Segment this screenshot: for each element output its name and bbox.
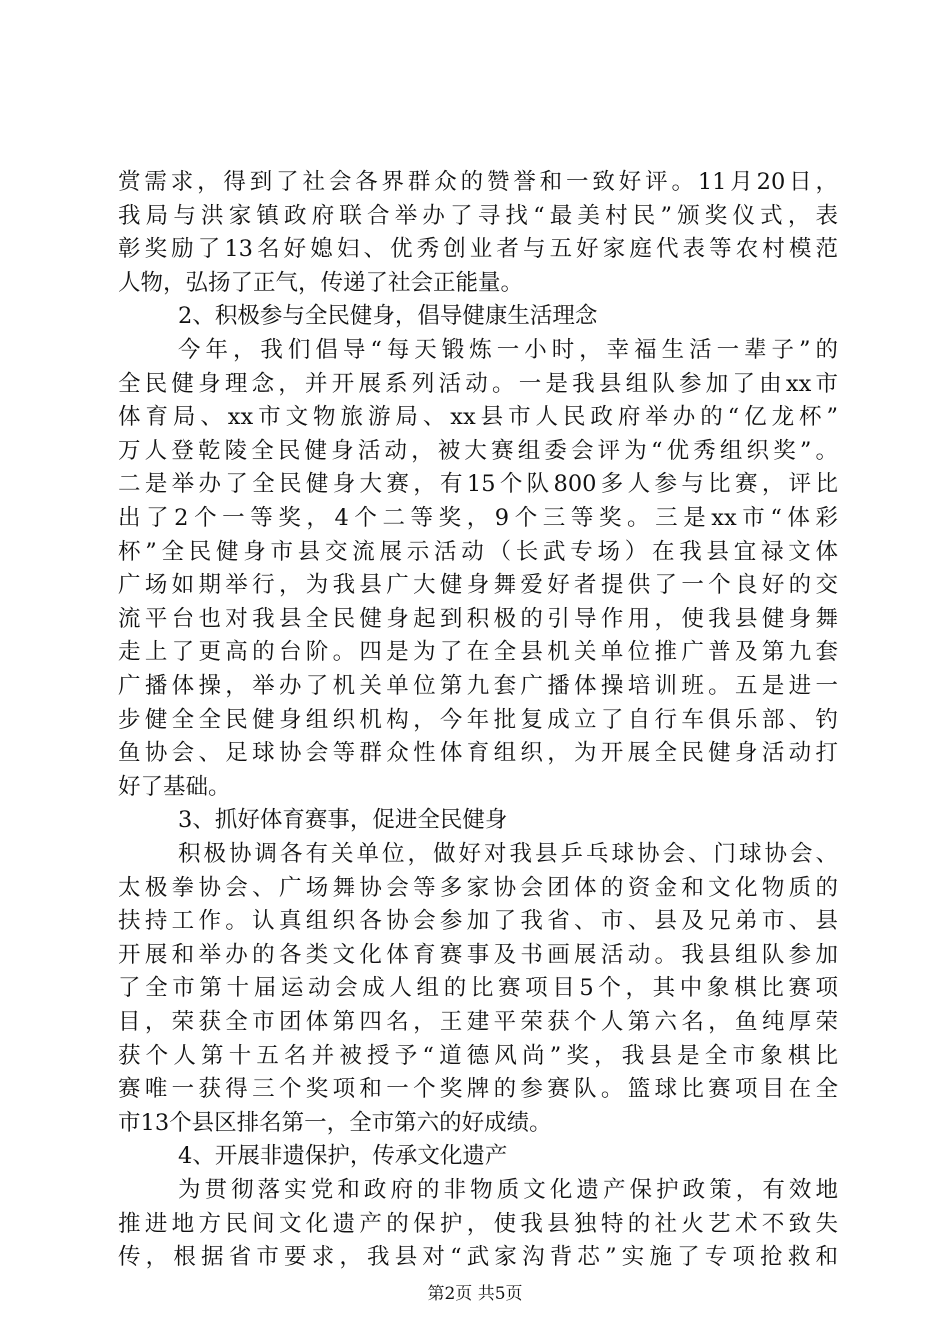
text-line: 开展和举办的各类文化体育赛事及书画展活动。我县组队参加 — [118, 941, 838, 968]
text-line: 赏需求，得到了社会各界群众的赞誉和一致好评。11月20日， — [118, 169, 838, 195]
text-line: 为贯彻落实党和政府的非物质文化遗产保护政策，有效地 — [178, 1177, 838, 1203]
text-line: 人物，弘扬了正气，传递了社会正能量。 — [118, 269, 524, 296]
text-line: 推进地方民间文化遗产的保护，使我县独特的社火艺术不致失 — [118, 1210, 838, 1237]
text-line: 彰奖励了13名好媳妇、优秀创业者与五好家庭代表等农村模范 — [118, 236, 838, 263]
text-line: 鱼协会、足球协会等群众性体育组织，为开展全民健身活动打 — [118, 740, 838, 767]
text-line: 我局与洪家镇政府联合举办了寻找“最美村民”颁奖仪式，表 — [118, 202, 838, 229]
text-line: 体育局、xx市文物旅游局、xx县市人民政府举办的“亿龙杯” — [118, 404, 838, 431]
text-line: 全民健身理念，并开展系列活动。一是我县组队参加了由xx市 — [118, 370, 838, 397]
text-line: 获个人第十五名并被授予“道德风尚”奖，我县是全市象棋比 — [118, 1042, 838, 1069]
text-line: 步健全全民健身组织机构，今年批复成立了自行车俱乐部、钓 — [118, 706, 838, 733]
text-line: 今年，我们倡导“每天锻炼一小时，幸福生活一辈子”的 — [178, 337, 838, 363]
text-line: 赛唯一获得三个奖项和一个奖牌的参赛队。篮球比赛项目在全 — [118, 1076, 838, 1103]
text-line: 流平台也对我县全民健身起到积极的引导作用，使我县健身舞 — [118, 605, 838, 632]
text-line: 出了2个一等奖，4个二等奖，9个三等奖。三是xx市“体彩 — [118, 505, 838, 531]
text-line: 好了基础。 — [118, 773, 231, 800]
page-number: 第2页 共5页 — [427, 1284, 523, 1304]
text-line: 走上了更高的台阶。四是为了在全县机关单位推广普及第九套 — [118, 639, 838, 666]
text-line: 市13个县区排名第一，全市第六的好成绩。 — [118, 1109, 552, 1136]
text-line: 目，荣获全市团体第四名，王建平荣获个人第六名，鱼纯厚荣 — [118, 1009, 838, 1035]
section-heading: 4、开展非遗保护，传承文化遗产 — [178, 1143, 508, 1170]
text-line: 广播体操，举办了机关单位第九套广播体操培训班。五是进一 — [118, 673, 838, 699]
text-line: 积极协调各有关单位，做好对我县乒乓球协会、门球协会、 — [178, 841, 838, 867]
text-line: 杯”全民健身市县交流展示活动（长武专场）在我县宜禄文体 — [118, 538, 838, 565]
text-line: 太极拳协会、广场舞协会等多家协会团体的资金和文化物质的 — [118, 874, 838, 901]
text-line: 二是举办了全民健身大赛，有15个队800多人参与比赛，评比 — [118, 471, 838, 498]
section-heading: 2、积极参与全民健身，倡导健康生活理念 — [178, 303, 598, 330]
text-line: 万人登乾陵全民健身活动，被大赛组委会评为“优秀组织奖”。 — [118, 437, 838, 464]
text-line: 传，根据省市要求，我县对“武家沟背芯”实施了专项抢救和 — [118, 1244, 838, 1271]
text-line: 扶持工作。认真组织各协会参加了我省、市、县及兄弟市、县 — [118, 908, 838, 935]
text-line: 广场如期举行，为我县广大健身舞爱好者提供了一个良好的交 — [118, 572, 838, 599]
section-heading: 3、抓好体育赛事，促进全民健身 — [178, 807, 508, 834]
text-line: 了全市第十届运动会成人组的比赛项目5个，其中象棋比赛项 — [118, 975, 838, 1002]
